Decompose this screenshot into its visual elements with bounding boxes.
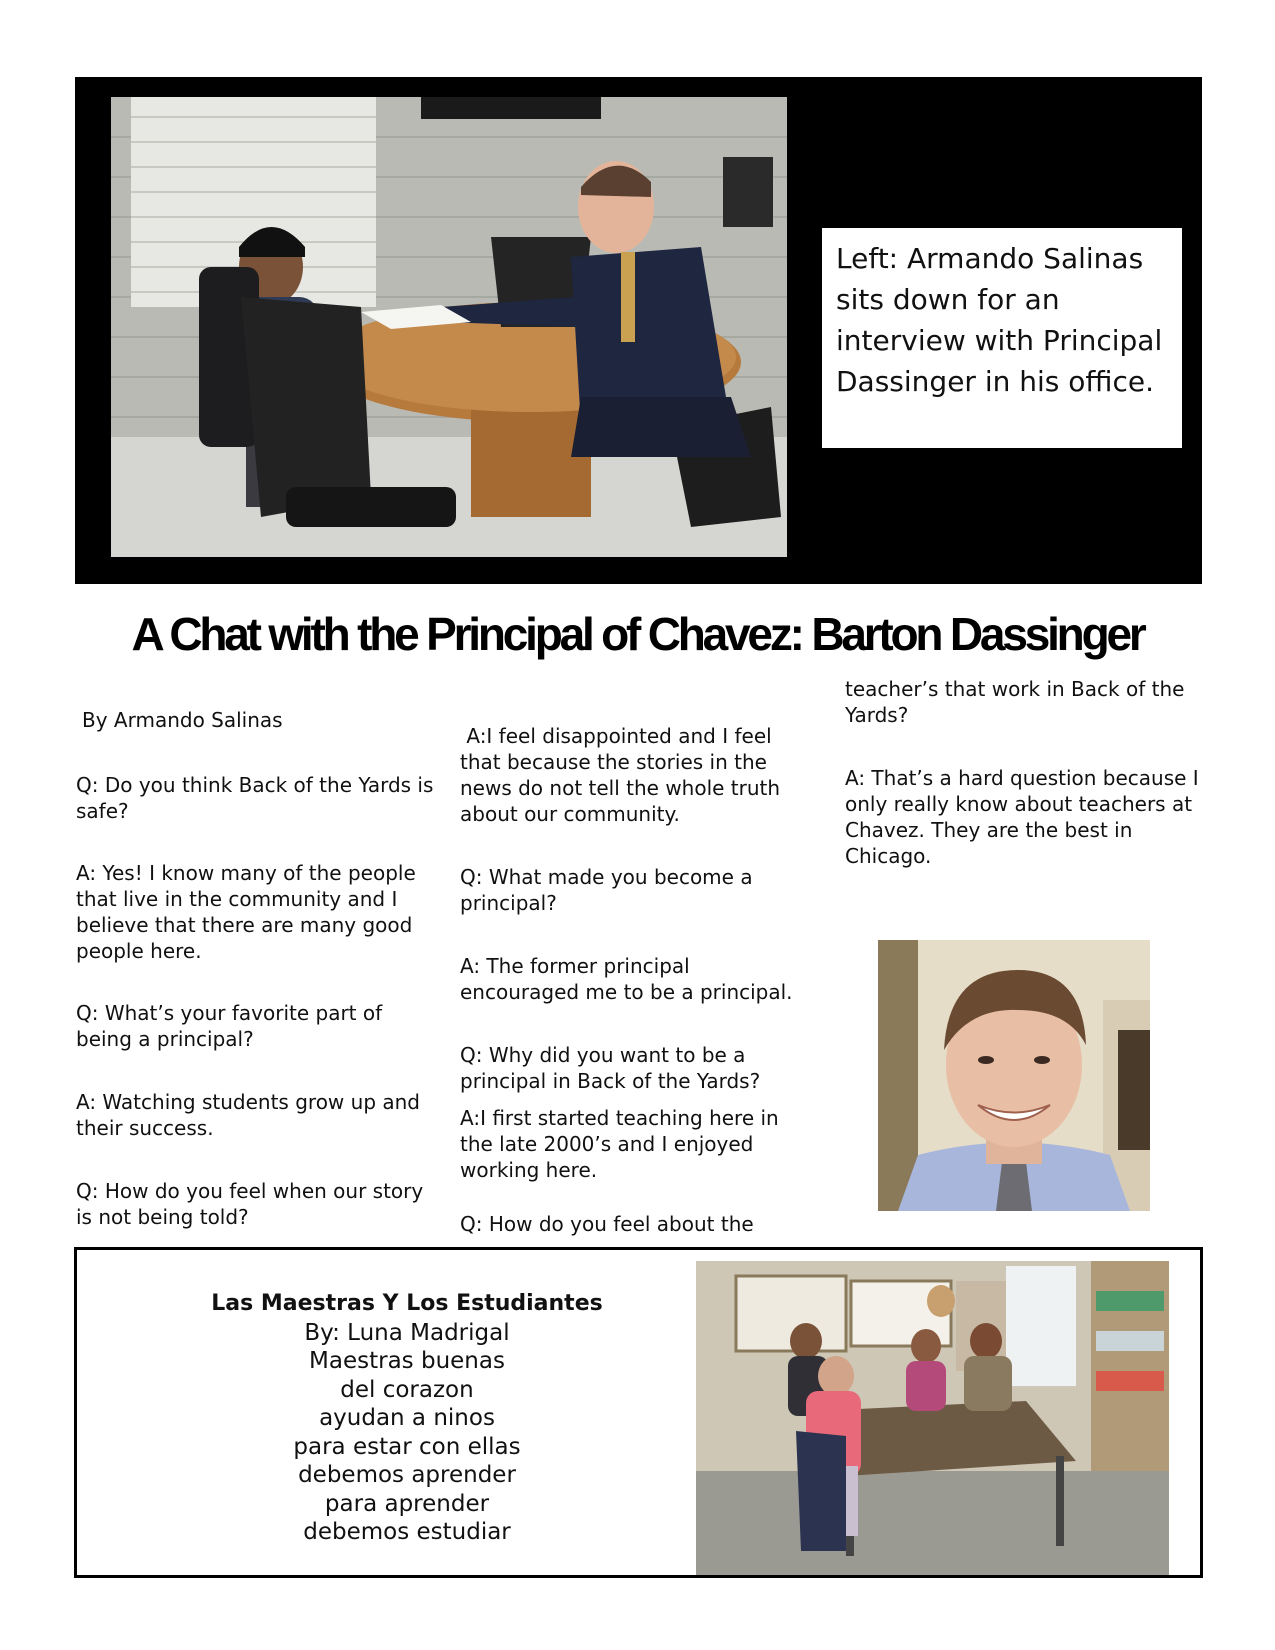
- interview-answer: A: That’s a hard question because I only really know about teachers at Chavez. They are the best in Chicago.: [845, 766, 1199, 868]
- photo-caption: Left: Armando Salinas sits down for an interview with Principal Dassinger in his office.: [822, 228, 1182, 448]
- interview-answer: A: Watching students grow up and their success.: [76, 1090, 420, 1140]
- poem-line: para aprender: [324, 1490, 490, 1517]
- interview-answer: A:I first started teaching here in the late 2000’s and I enjoyed working here.: [460, 1106, 779, 1182]
- top-banner: [75, 77, 1202, 584]
- interview-question: Q: Do you think Back of the Yards is safe?: [76, 773, 434, 823]
- interview-question: Q: Why did you want to be a principal in Back of the Yards?: [460, 1043, 761, 1093]
- interview-question: teacher’s that work in Back of the Yards?: [845, 677, 1185, 727]
- byline: By Armando Salinas: [82, 708, 283, 732]
- poem-line: del corazon: [340, 1376, 474, 1403]
- poem-title: Las Maestras Y Los Estudiantes: [211, 1291, 603, 1316]
- interview-question: Q: How do you feel when our story is not being told?: [76, 1179, 424, 1229]
- interview-answer: A: Yes! I know many of the people that live in the community and I believe that there are many good people here.: [76, 861, 416, 963]
- poem-line: Maestras buenas: [309, 1348, 505, 1374]
- poem-author: By: Luna Madrigal: [304, 1319, 510, 1346]
- poem: [187, 1290, 627, 1547]
- article-headline: A Chat with the Principal of Chavez: Barton Dassinger: [131, 608, 1144, 660]
- poem-line: para estar con ellas: [293, 1433, 521, 1460]
- principal-portrait-photo: [878, 940, 1150, 1211]
- poem-line: debemos estudiar: [303, 1519, 511, 1545]
- interview-answer: A: The former principal encouraged me to be a principal.: [460, 954, 793, 1004]
- interview-question: Q: What made you become a principal?: [460, 865, 753, 915]
- interview-question: Q: How do you feel about the: [460, 1212, 754, 1236]
- office-interview-photo: [111, 97, 787, 557]
- poem-line: debemos aprender: [298, 1462, 516, 1488]
- interview-question: Q: What’s your favorite part of being a principal?: [76, 1001, 383, 1051]
- poem-line: ayudan a ninos: [319, 1405, 495, 1431]
- interview-answer: A:I feel disappointed and I feel that because the stories in the news do not tell the whole truth about our community.: [460, 724, 787, 826]
- poem-box: [74, 1247, 1203, 1578]
- classroom-photo: [696, 1261, 1169, 1575]
